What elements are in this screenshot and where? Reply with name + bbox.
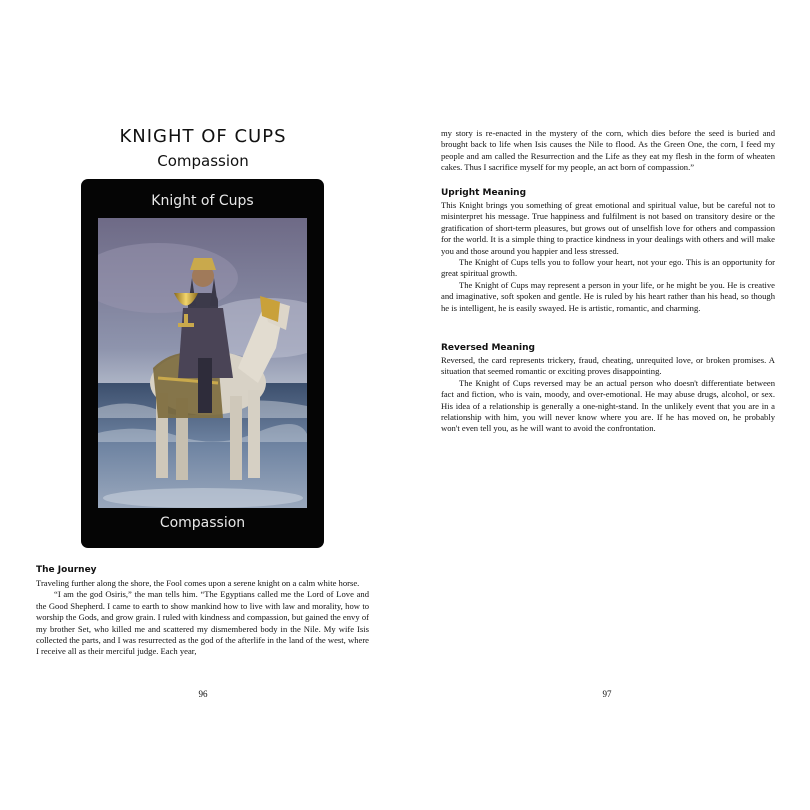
card-bottom-label: Compassion bbox=[159, 515, 246, 531]
card-top-label: Knight of Cups bbox=[151, 193, 254, 209]
journey-heading: The Journey bbox=[36, 565, 97, 575]
reversed-paragraph: Reversed, the card represents trickery, fraud, cheating, unrequited love, or broken promises. A situation that seemed romantic or exciting proves disappointing. bbox=[441, 355, 775, 377]
card-title: KNIGHT OF CUPS bbox=[119, 126, 287, 147]
tarot-card bbox=[81, 179, 324, 548]
reversed-paragraph: The Knight of Cups reversed may be an actual person who doesn't differentiate between fact and fiction, who is vain, moody, and over-emotional. He may abuse drugs, alcohol, or sex. His idea of a relationship is generally a one-night-stand. In the unlikely event that you are in a relationship with him, you will never know where you are. If he has moved on, he probably won't even tell you, as he will want to avoid the confrontation. bbox=[441, 377, 775, 434]
page-number-left: 96 bbox=[198, 689, 208, 699]
continued-paragraph: my story is re-enacted in the mystery of the corn, which dies before the seed is buried and brought back to life when Isis causes the Nile to flood. As the Green One, the corn, I feed my people and am called the Resurrection and the Life as they eat my flesh in the form of wheaten cakes. Thus I sacrifice myself for my people, an act born of compassion.” bbox=[441, 128, 775, 173]
card-subtitle: Compassion bbox=[157, 152, 249, 170]
upright-paragraph: This Knight brings you something of great emotional and spiritual value, but be careful not to misinterpret his message. True happiness and fulfilment is not based on transitory desire or the gratification of short-term pleasures, but grows out of unselfish love for others and compassion for the world. It is a simple thing to practice kindness in your dealings with others and will make you and those around you happier and less stressed. bbox=[441, 200, 775, 256]
right-page bbox=[405, 0, 810, 810]
reversed-text bbox=[441, 355, 775, 435]
journey-text bbox=[36, 578, 369, 658]
upright-paragraph: The Knight of Cups may represent a person in your life, or he might be you. He is creative and imaginative, soft spoken and gentle. He is ruled by his heart rather than his head, so though he is intelligent, he is easily swayed. He is artistic, romantic, and charming. bbox=[441, 279, 775, 313]
upright-paragraph: The Knight of Cups tells you to follow your heart, not your ego. This is an opportunity for great spiritual growth. bbox=[441, 257, 775, 279]
continued-text bbox=[441, 128, 775, 174]
journey-paragraph: Traveling further along the shore, the Fool comes upon a serene knight on a calm white horse. bbox=[36, 578, 360, 588]
journey-paragraph: “I am the god Osiris,” the man tells him. “The Egyptians called me the Lord of Love and the Good Shepherd. I came to earth to show mankind how to live with law and morality, how to worship the Gods, and grow grain. I ruled with kindness and compassion, but gained the envy of my brother Set, who killed me and scattered my dismembered body in the Nile. My wife Isis collected the parts, and I was resurrected as the god of the afterlife in the land of the west, where I receive all as their merciful judge. Each year, bbox=[36, 589, 369, 657]
reversed-heading: Reversed Meaning bbox=[441, 343, 535, 353]
upright-heading: Upright Meaning bbox=[441, 188, 527, 198]
card-illustration bbox=[98, 218, 307, 508]
page-number-right: 97 bbox=[602, 689, 612, 699]
upright-text bbox=[441, 200, 775, 314]
